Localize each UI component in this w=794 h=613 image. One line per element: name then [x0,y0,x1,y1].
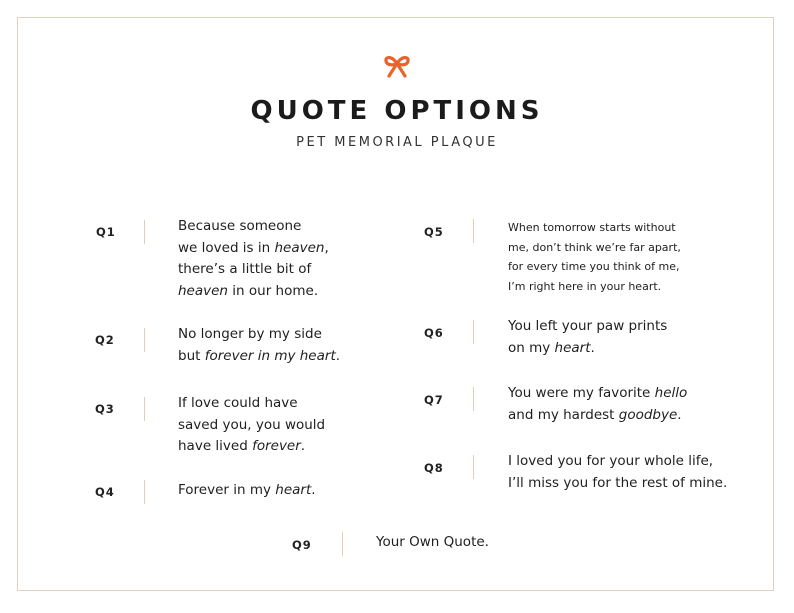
quote-text [178,393,325,458]
page-title: QUOTE OPTIONS [250,96,544,126]
quote-text [508,451,727,494]
emphasis-text: goodbye [618,406,678,423]
quote-line: me, don’t think we’re far apart, [508,240,681,254]
quote-line: and my hardest goodbye. [508,406,682,423]
quote-line: You were my favorite hello [508,385,688,401]
quote-line: I’m right here in your heart. [508,279,662,293]
quote-line: When tomorrow starts without [508,221,676,234]
quote-line: heaven in our home. [178,282,319,299]
quote-divider [144,480,145,504]
quote-number: Q1 [96,225,116,239]
quote-text [178,480,316,502]
quote-divider [473,219,474,243]
quote-divider [473,387,474,411]
page-subtitle: PET MEMORIAL PLAQUE [296,135,498,150]
quote-line: have lived forever. [178,438,306,454]
emphasis-text: heaven [178,282,228,299]
quote-line: Forever in my heart. [178,482,316,498]
quote-divider [144,328,145,352]
emphasis-text: heart [275,482,312,498]
quote-divider [473,320,474,344]
quote-line: Because someone [178,218,302,234]
quote-text [508,218,681,296]
quote-text [508,383,687,426]
quote-line: for every time you think of me, [508,260,680,273]
quote-line: You left your paw prints [508,318,668,334]
emphasis-text: forever [252,438,301,454]
quote-text [178,324,340,367]
quote-line: saved you, you would [178,416,326,433]
quote-number: Q5 [424,225,444,239]
quote-number: Q8 [424,461,444,475]
emphasis-text: forever in my heart [204,347,336,364]
quote-number: Q3 [95,402,115,416]
quote-divider [144,220,145,244]
quote-line: If love could have [178,395,298,411]
quote-number: Q6 [424,326,444,340]
quote-line: I loved you for your whole life, [508,453,714,469]
quote-line: I’ll miss you for the rest of mine. [508,474,728,491]
emphasis-text: heart [554,339,591,356]
quote-divider [144,397,145,421]
ribbon-bow-icon [382,53,412,79]
quote-text [376,532,489,554]
quote-number: Q9 [292,538,312,552]
quote-line: No longer by my side [178,326,322,342]
emphasis-text: hello [654,385,688,401]
quote-text [508,316,667,359]
quote-divider [342,532,343,556]
quote-number: Q4 [95,485,115,499]
quote-line: Your Own Quote. [376,534,489,550]
quote-text [178,216,329,302]
quote-line: but forever in my heart. [178,347,341,364]
quote-number: Q7 [424,393,444,407]
quote-number: Q2 [95,333,115,347]
quote-divider [473,455,474,479]
quote-line: on my heart. [508,339,595,356]
quote-line: there’s a little bit of [178,261,312,277]
quote-line: we loved is in heaven, [178,239,329,256]
emphasis-text: heaven [274,239,325,256]
